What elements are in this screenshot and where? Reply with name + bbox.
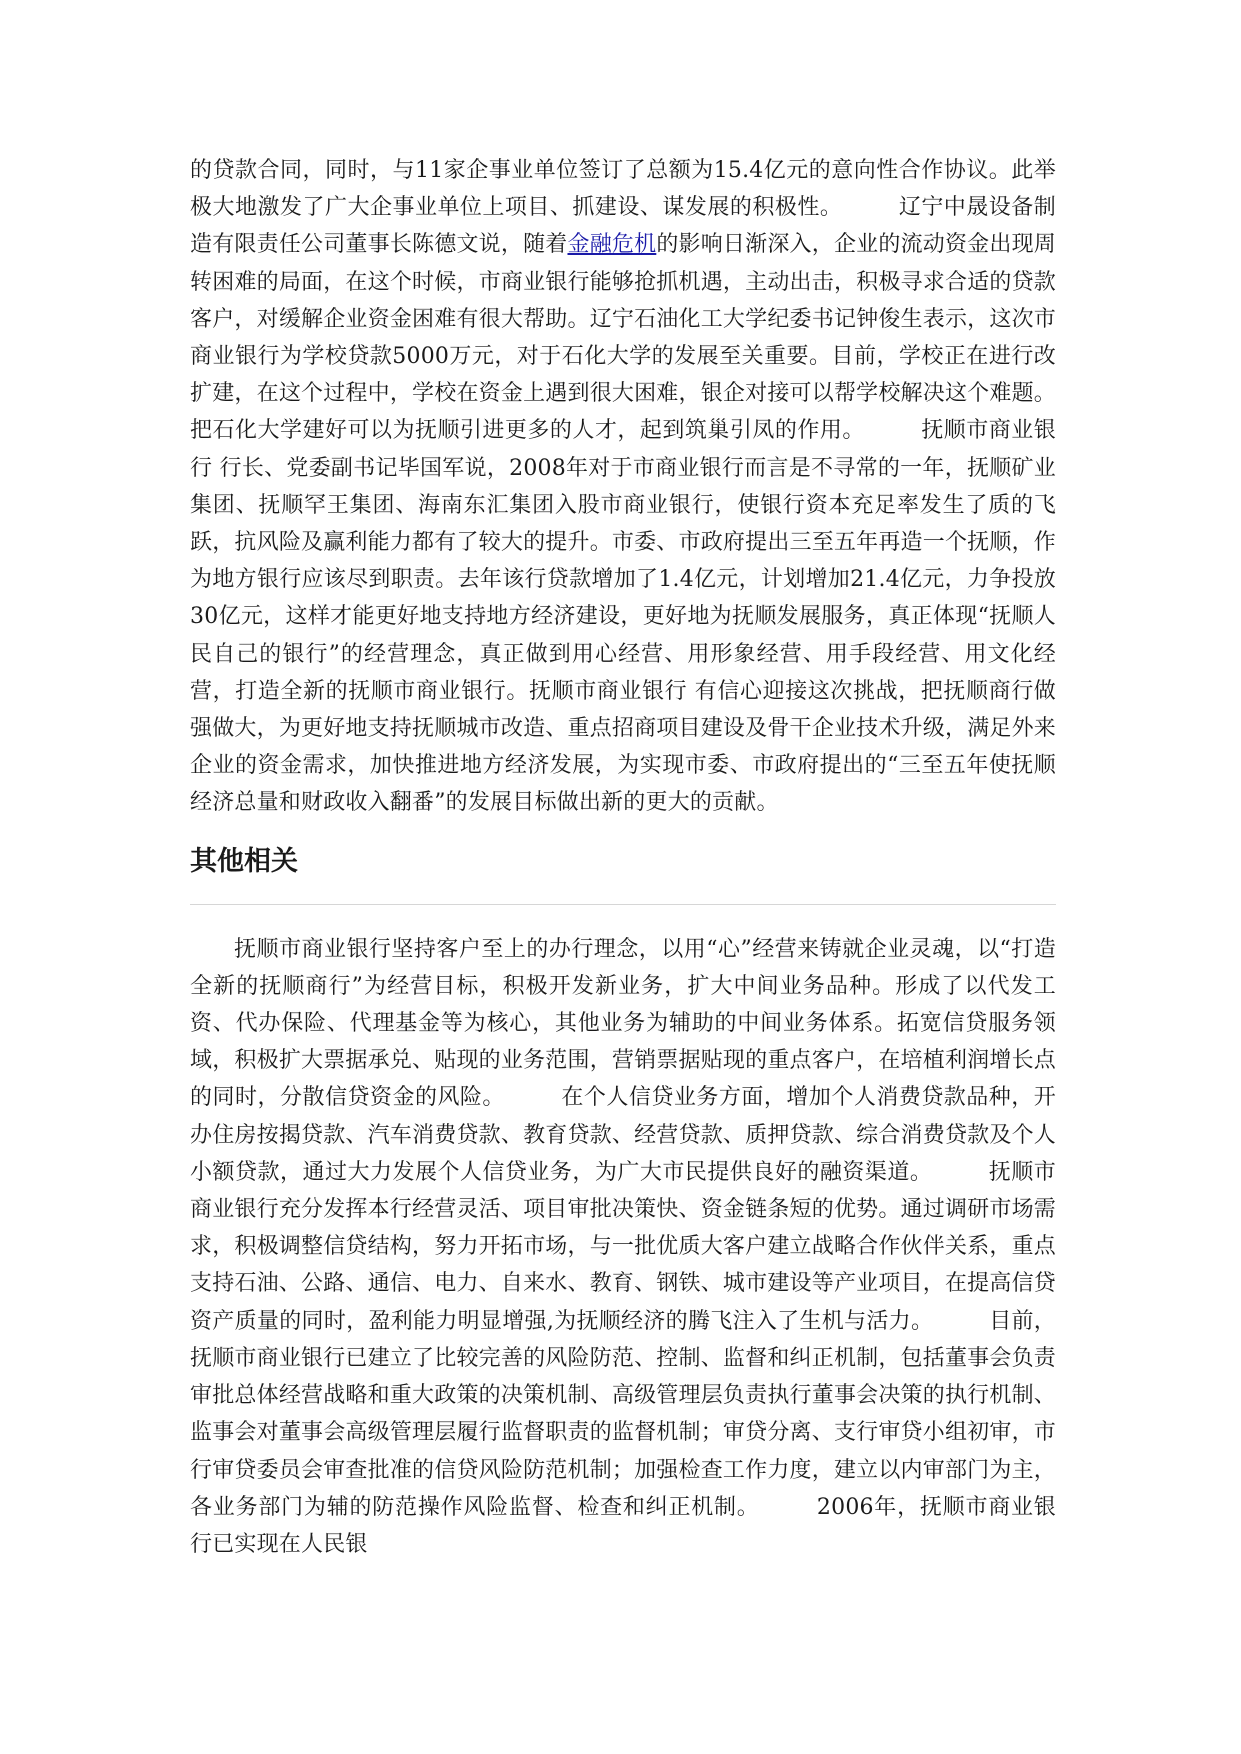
top-paragraph-text-after: 的影响日渐深入，企业的流动资金出现周转困难的局面，在这个时候，市商业银行能够抢抓机遇，主动出击，积极寻求合适的贷款客户，对缓解企业资金困难有很大帮助。辽宁石油化工大学纪委书记钟俊生表示，这次市商业银行为学校贷款5000万元，对于石化大学的发展至关重要。目前，学校正在进行改扩建，在这个过程中，学校在资金上遇到很大困难，银企对接可以帮学校解决这个难题。把石化大学建好可以为抚顺引进更多的人才，起到筑巢引凤的作用。 抚顺市商业银行 行长、党委副书记毕国军说，2008年对于市商业银行而言是不寻常的一年，抚顺矿业集团、抚顺罕王集团、海南东汇集团入股市商业银行，使银行资本充足率发生了质的飞跃，抗风险及赢利能力都有了较大的提升。市委、市政府提出三至五年再造一个抚顺，作为地方银行应该尽到职责。去年该行贷款增加了1.4亿元，计划增加21.4亿元，力争投放30亿元，这样才能更好地支持地方经济建设，更好地为抚顺发展服务，真正体现“抚顺人民自己的银行”的经营理念，真正做到用心经营、用形象经营、用手段经营、用文化经营，打造全新的抚顺市商业银行。抚顺市商业银行 有信心迎接这次挑战，把抚顺商行做强做大，为更好地支持抚顺城市改造、重点招商项目建设及骨干企业技术升级，满足外来企业的资金需求，加快推进地方经济发展，为实现市委、市政府提出的“三至五年使抚顺经济总量和财政收入翻番”的发展目标做出新的更大的贡献。: [190, 232, 1056, 816]
top-paragraph-text-before: 的贷款合同，同时，与11家企事业单位签订了总额为15.4亿元的意向性合作协议。此举极大地激发了广大企事业单位上项目、抓建设、谋发展的积极性。 辽宁中晟设备制造有限责任公司董事长陈德文说，随着: [190, 158, 1056, 258]
section-body: 抚顺市商业银行坚持客户至上的办行理念，以用“心”经营来铸就企业灵魂，以“打造全新的抚顺商行”为经营目标，积极开发新业务，扩大中间业务品种。形成了以代发工资、代办保险、代理基金等为核心，其他业务为辅助的中间业务体系。拓宽信贷服务领域，积极扩大票据承兑、贴现的业务范围，营销票据贴现的重点客户，在培植利润增长点的同时，分散信贷资金的风险。 在个人信贷业务方面，增加个人消费贷款品种，开办住房按揭贷款、汽车消费贷款、教育贷款、经营贷款、质押贷款、综合消费贷款及个人小额贷款，通过大力发展个人信贷业务，为广大市民提供良好的融资渠道。 抚顺市商业银行充分发挥本行经营灵活、项目审批决策快、资金链条短的优势。通过调研市场需求，积极调整信贷结构，努力开拓市场，与一批优质大客户建立战略合作伙伴关系，重点支持石油、公路、通信、电力、自来水、教育、钢铁、城市建设等产业项目，在提高信贷资产质量的同时，盈利能力明显增强,为抚顺经济的腾飞注入了生机与活力。 目前，抚顺市商业银行已建立了比较完善的风险防范、控制、监督和纠正机制，包括董事会负责审批总体经营战略和重大政策的决策机制、高级管理层负责执行董事会决策的执行机制、监事会对董事会高级管理层履行监督职责的监督机制；审贷分离、支行审贷小组初审，市行审贷委员会审查批准的信贷风险防范机制；加强检查工作力度，建立以内审部门为主，各业务部门为辅的防范操作风险监督、检查和纠正机制。 2006年，抚顺市商业银行已实现在人民银: [190, 936, 1056, 1557]
top-paragraph: [190, 152, 1056, 822]
financial-crisis-link[interactable]: 金融危机: [567, 232, 657, 258]
section-title: 其他相关: [190, 845, 298, 877]
document-page: [190, 152, 1056, 1563]
section-divider: [190, 904, 1056, 905]
